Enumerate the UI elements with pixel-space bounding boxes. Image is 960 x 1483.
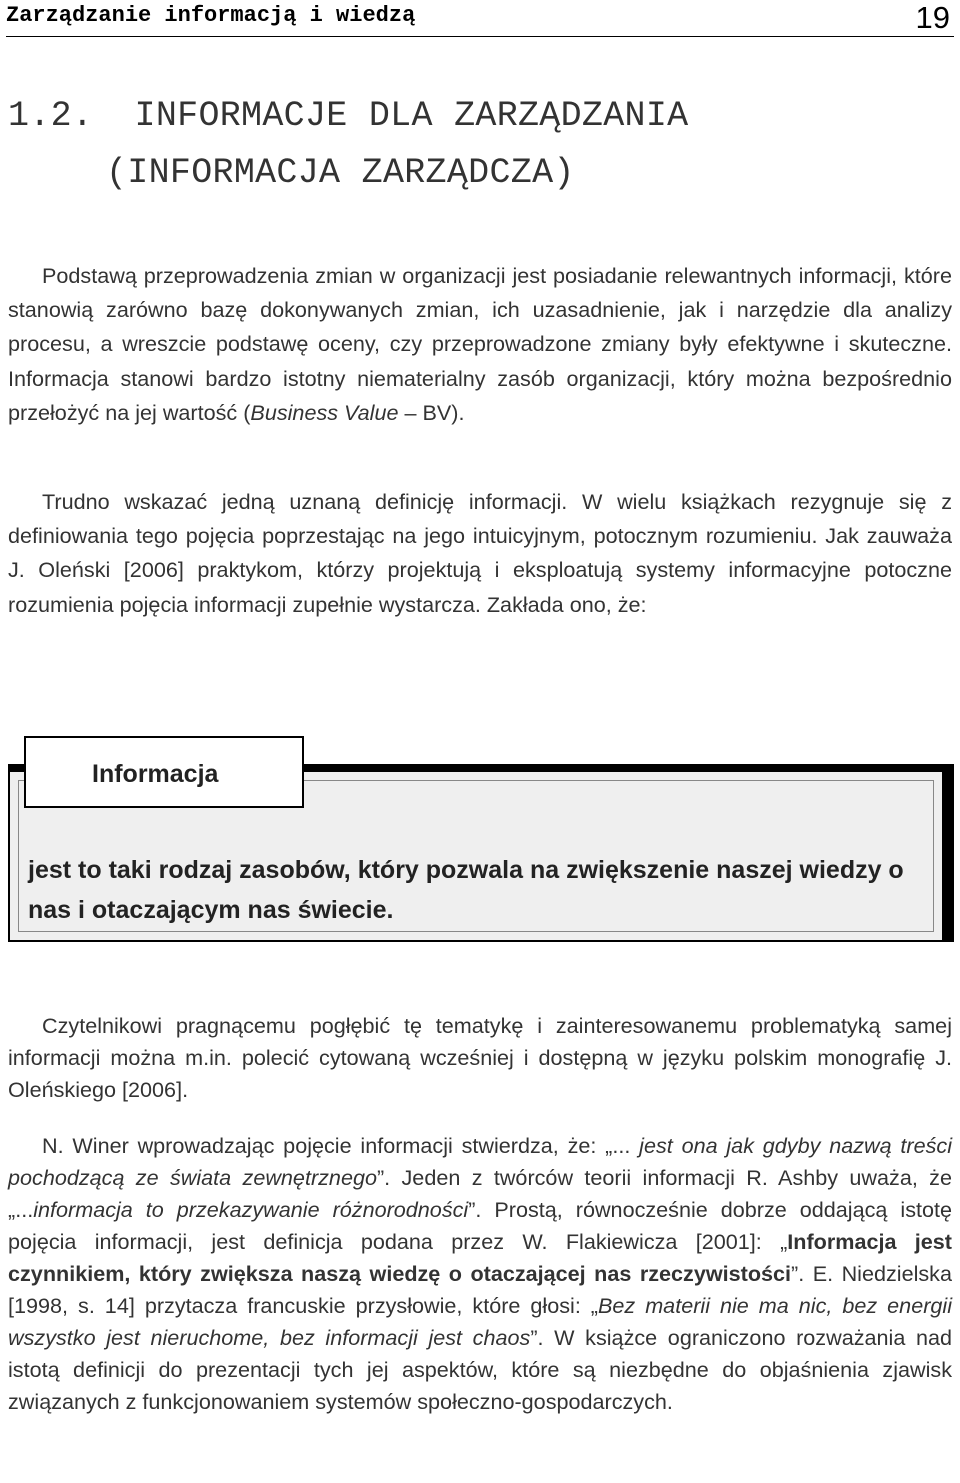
callout-definition-text: jest to taki rodzaj zasobów, który pozwala na zwiększenie naszej wiedzy o nas i otaczającym nas świecie. [28, 856, 904, 924]
paragraph-1 [8, 259, 952, 430]
paragraph-3: Czytelnikowi pragnącemu pogłębić tę tematykę i zainteresowanemu problematyką samej informacji można m.in. polecić cytowaną wcześniej i dostępną w języku polskim monografię J. Oleńskiego [2006]. [8, 1013, 952, 1102]
p4-text-5: ”. W książce ograniczono rozważania nad istotą definicji do prezentacji tych jej aspektów, które są niezbędne do objaśnienia zjawisk związanych z funkcjonowaniem systemów społeczno-gospodarczych. [8, 1325, 952, 1414]
paragraph-2: Trudno wskazać jedną uznaną definicję informacji. W wielu książkach rezygnuje się z definiowania tego pojęcia poprzestając na jego intuicyjnym, potocznym rozumieniu. Jak zauważa J. Oleński [2006] praktykom, którzy projektują i eksploatują systemy informacyjne potoczne rozumienia pojęcia informacji zupełnie wystarcza. Zakłada ono, że: [8, 489, 952, 617]
section-number: 1.2. [8, 96, 94, 136]
p4-text-4: ”. E. Niedzielska [1998, s. 14] przytacza francuskie przysłowie, które głosi: „ [8, 1261, 952, 1318]
section-title-line2: (INFORMACJA ZARZĄDCZA) [106, 153, 575, 193]
section-heading [8, 88, 948, 202]
section-title-line1: INFORMACJE DLA ZARZĄDZANIA [134, 96, 689, 136]
flakiewicz-definition: Informacja jest czynnikiem, który zwiększa naszą wiedzę o otaczającej nas rzeczywistości [8, 1229, 952, 1286]
ashby-quote: informacja to przekazywanie różnorodności [33, 1197, 469, 1222]
french-proverb: Bez materii nie ma nic, bez energii wszystko jest nieruchome, bez informacji jest chaos [8, 1293, 952, 1350]
p4-text-2: ”. Jeden z twórców teorii informacji R. Ashby uważa, że „... [8, 1165, 952, 1222]
running-header [6, 0, 954, 37]
callout-label-box [24, 736, 304, 808]
business-value-term: Business Value [250, 399, 399, 425]
p4-text-3: ”. Prostą, równocześnie dobrze oddającą istotę pojęcia informacji, jest definicja podana przez W. Flakiewicza [2001]: „ [8, 1197, 953, 1254]
callout-label: Informacja [92, 760, 219, 788]
page-number: 19 [915, 0, 950, 35]
p4-text-1: N. Winer wprowadzając pojęcie informacji stwierdza, że: „... [42, 1133, 640, 1158]
paragraph-4 [8, 1130, 952, 1418]
running-title: Zarządzanie informacją i wiedzą [6, 3, 416, 28]
paragraph-1-text: Podstawą przeprowadzenia zmian w organizacji jest posiadanie relewantnych informacji, które stanowią zarówno bazę dokonywanych zmian, ich uzasadnienie, jak i narzędzie dla analizy procesu, a wreszcie podstawę oceny, czy przeprowadzone zmiany były efektywne i skuteczne. Informacja stanowi bardzo istotny niematerialny zasób organizacji, który można bezpośrednio przełożyć na jej wartość ( [8, 263, 952, 425]
paragraph-1-end: – BV). [398, 399, 465, 425]
winer-quote: jest ona jak gdyby nazwą treści pochodzącą ze świata zewnętrznego [8, 1133, 952, 1190]
